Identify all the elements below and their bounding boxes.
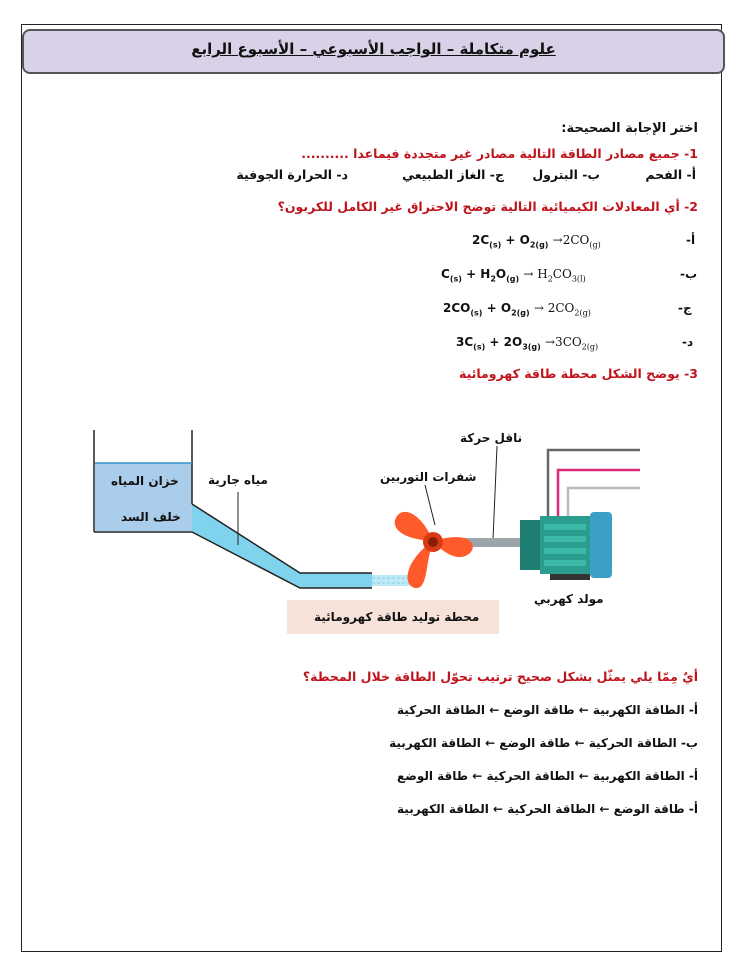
flowing-water-label: مياه جارية	[208, 473, 268, 487]
q2-equation-a: $2C_{(s)} + O_{2(g)} \to 2CO_{(g)}$	[472, 233, 601, 250]
q2-letter-a: أ-	[686, 233, 696, 247]
q2-letter-b: ب-	[680, 267, 698, 281]
instructions: اختر الإجابة الصحيحة:	[561, 121, 698, 136]
question-3: 3- يوضح الشكل محطة طاقة كهرومائية	[458, 366, 698, 381]
q1-option-a: أ- الفحم	[645, 167, 696, 182]
penstock-pipe	[192, 504, 410, 588]
turbine-blades-label: شفرات التوربين	[380, 470, 477, 484]
q2-equation-c: $2CO_{(s)} + O_{2(g)} \to 2CO_{2(g)}$	[443, 301, 591, 318]
question-4: أيٌ مِمّا يلي يمثّل بشكل صحيح ترتيب تحوّل الطاقة خلال المحطة؟	[302, 669, 698, 684]
q2-equation-b: $C_{(s)} + H_2O_{(g)} \to H_2CO_{3(l)}$	[441, 267, 586, 284]
q4-option-4: أ- طاقة الوضع ← الطاقة الحركية ← الطاقة الكهربية	[397, 802, 698, 816]
reservoir-label-2: خلف السد	[121, 510, 181, 524]
q2-letter-c: ج-	[678, 301, 692, 315]
motion-transmitter-label: ناقل حركة	[460, 431, 523, 445]
q1-option-d: د- الحرارة الجوفية	[236, 167, 348, 182]
q2-letter-d: د-	[682, 335, 694, 349]
q1-option-b: ب- البترول	[532, 167, 600, 182]
question-2: 2- أي المعادلات الكيميائية التالية توضح الاحتراق غير الكامل للكربون؟	[277, 199, 698, 214]
generator-icon	[520, 512, 612, 580]
q1-option-c: ج- الغاز الطبيعي	[402, 167, 504, 182]
question-1: 1- جميع مصادر الطاقة التالية مصادر غير متجددة فيماعدا ..........	[301, 146, 698, 161]
reservoir-label-1: خزان المياه	[111, 474, 179, 488]
q4-option-1: أ- الطاقة الكهربية ← طاقة الوضع ← الطاقة الحركية	[397, 703, 698, 717]
page-title: علوم متكاملة – الواجب الأسبوعي – الأسبوع الرابع	[191, 40, 556, 58]
q4-option-3: أ- الطاقة الكهربية ← الطاقة الحركية ← طاقة الوضع	[397, 769, 698, 783]
q2-equation-d: $3C_{(s)} + 2O_{3(g)} \to 3CO_{2(g)}$	[456, 335, 599, 352]
station-caption: محطة توليد طاقة كهرومائية	[314, 610, 480, 624]
q4-option-2: ب- الطاقة الحركية ← طاقة الوضع ← الطاقة الكهربية	[389, 736, 698, 750]
generator-label: مولد كهربي	[534, 592, 604, 606]
output-cables	[548, 450, 640, 516]
